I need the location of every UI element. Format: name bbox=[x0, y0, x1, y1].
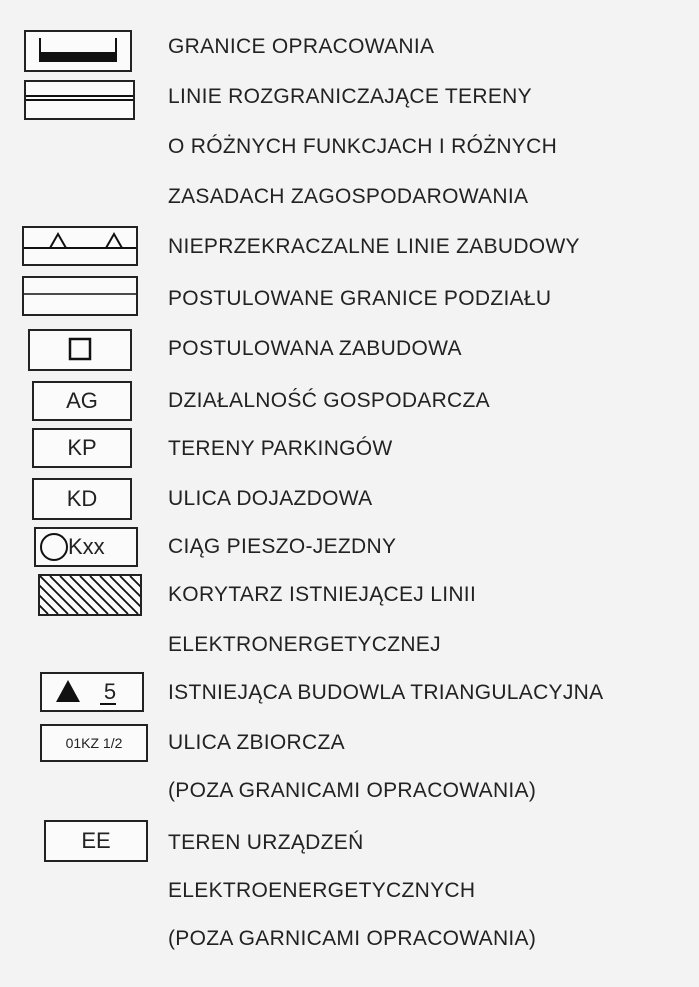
code-label: EE bbox=[81, 828, 111, 853]
code-box-kp bbox=[32, 428, 132, 468]
legend-label: ELEKTROENERGETYCZNYCH bbox=[168, 879, 476, 902]
legend-label: POSTULOWANA ZABUDOWA bbox=[168, 337, 462, 360]
triangles-line-icon bbox=[24, 228, 136, 264]
legend-label: POSTULOWANE GRANICE PODZIAŁU bbox=[168, 287, 552, 310]
square-building-icon bbox=[30, 331, 130, 369]
double-line-icon bbox=[26, 82, 133, 118]
code-label: 01KZ 1/2 bbox=[65, 735, 123, 751]
dividing-line-symbol bbox=[24, 80, 135, 120]
legend-label: ISTNIEJĄCA BUDOWLA TRIANGULACYJNA bbox=[168, 681, 604, 704]
hatched-symbol bbox=[38, 574, 142, 616]
legend-label: O RÓŻNYCH FUNKCJACH I RÓŻNYCH bbox=[168, 135, 558, 158]
legend-label: DZIAŁALNOŚĆ GOSPODARCZA bbox=[168, 389, 490, 412]
boundary-symbol bbox=[24, 30, 132, 72]
legend-label: GRANICE OPRACOWANIA bbox=[168, 35, 435, 58]
legend-label: ULICA DOJAZDOWA bbox=[168, 487, 373, 510]
triangle-icon bbox=[42, 674, 142, 710]
code-box-kd bbox=[32, 478, 132, 520]
building-symbol bbox=[28, 329, 132, 371]
code-label: KD bbox=[66, 486, 98, 511]
building-line-symbol bbox=[22, 226, 138, 266]
code-box-kz bbox=[40, 724, 148, 762]
code-box-ee bbox=[44, 820, 148, 862]
code-label: 5 bbox=[103, 679, 117, 704]
boundary-bar-icon bbox=[26, 32, 130, 70]
legend-label: KORYTARZ ISTNIEJĄCEJ LINII bbox=[168, 583, 477, 606]
legend-label: TERENY PARKINGÓW bbox=[168, 437, 393, 460]
legend-label: LINIE ROZGRANICZAJĄCE TERENY bbox=[168, 85, 532, 108]
legend-label: (POZA GRANICAMI OPRACOWANIA) bbox=[168, 779, 537, 802]
legend-label: ZASADACH ZAGOSPODAROWANIA bbox=[168, 185, 529, 208]
code-box-ag bbox=[32, 381, 132, 421]
division-line-symbol bbox=[22, 276, 138, 316]
legend-label: (POZA GARNICAMI OPRACOWANIA) bbox=[168, 927, 537, 950]
code-label: KP bbox=[67, 435, 97, 460]
legend-label: ELEKTRONERGETYCZNEJ bbox=[168, 633, 441, 656]
legend-label: CIĄG PIESZO-JEZDNY bbox=[168, 535, 397, 558]
legend-label: ULICA ZBIORCZA bbox=[168, 731, 345, 754]
legend-label: NIEPRZEKRACZALNE LINIE ZABUDOWY bbox=[168, 235, 580, 258]
code-label: Kxx bbox=[68, 534, 105, 559]
code-box-kxx bbox=[34, 527, 138, 567]
code-label: AG bbox=[66, 388, 98, 413]
division-line-icon bbox=[24, 278, 136, 314]
legend-label: TEREN URZĄDZEŃ bbox=[168, 831, 364, 854]
triangulation-symbol bbox=[40, 672, 144, 712]
hatch-pattern-icon bbox=[40, 576, 140, 614]
